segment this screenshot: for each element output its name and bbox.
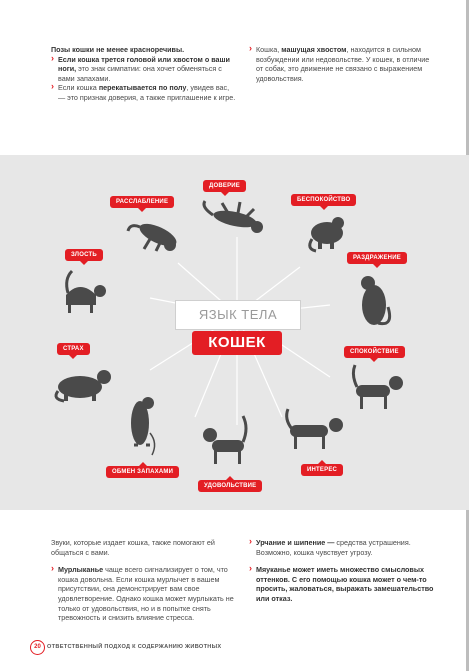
label-interest: ИНТЕРЕС xyxy=(301,464,343,476)
intro-text: Позы кошки не менее красноречивы. xyxy=(51,45,185,54)
label-scent-exchange: ОБМЕН ЗАПАХАМИ xyxy=(106,466,179,478)
label-fear: СТРАХ xyxy=(57,343,90,355)
bullet-growling: › Урчание и шипение — средства устрашения. Возможно, кошка чувствует угрозу. xyxy=(249,538,435,557)
text-column-bottom-right xyxy=(249,538,435,604)
diagram-title-highlight: КОШЕК xyxy=(192,331,282,355)
cat-fear-icon xyxy=(56,370,111,401)
page-number: 20 xyxy=(30,640,45,655)
cat-scent-icon xyxy=(131,397,155,455)
bullet-tail-wagging: › Кошка, машущая хвостом, находится в сильном возбуждении или недовольстве. У кошек, в отличие от собак, это движение не связано с выражением удовольствия. xyxy=(249,45,435,83)
label-anxiety: БЕСПОКОЙСТВО xyxy=(291,194,356,206)
label-trust: ДОВЕРИЕ xyxy=(203,180,246,192)
cat-calm-icon xyxy=(353,365,403,409)
footer-title: ОТВЕТСТВЕННЫЙ ПОДХОД К СОДЕРЖАНИЮ ЖИВОТНЫХ xyxy=(47,644,222,650)
label-calm: СПОКОЙСТВИЕ xyxy=(344,346,405,358)
bullet-rolling: › Если кошка перекатывается по полу, увидев вас, — это признак доверия, а также приглашение к игре. xyxy=(51,83,236,102)
cat-pleasure-icon xyxy=(203,416,246,464)
text-column-bottom-left xyxy=(51,538,236,623)
text-column-top-left xyxy=(51,45,236,103)
label-irritation: РАЗДРАЖЕНИЕ xyxy=(347,252,407,264)
diagram-title: ЯЗЫК ТЕЛА xyxy=(175,300,301,330)
cat-relax-icon xyxy=(128,219,180,251)
bullet-meowing: › Мяуканье может иметь множество смысловых оттенков. С его помощью кошка может о чем-то просить, жаловаться, выражать замешательство или отказ. xyxy=(249,565,435,603)
text-column-top-right xyxy=(249,45,435,83)
label-anger: ЗЛОСТЬ xyxy=(65,249,103,261)
cat-trust-icon xyxy=(204,201,263,233)
cat-irritation-icon xyxy=(361,276,390,325)
sounds-intro: Звуки, которые издает кошка, также помогают ей общаться с вами. xyxy=(51,538,215,557)
label-relax: РАССЛАБЛЕНИЕ xyxy=(110,196,174,208)
cat-interest-icon xyxy=(287,409,343,449)
cat-anger-icon xyxy=(66,271,106,313)
cat-anxiety-icon xyxy=(310,217,344,251)
bullet-rubbing: › Если кошка трется головой или хвостом о ваши ноги, это знак симпатии: она хочет обменяться с вами запахами. xyxy=(51,55,236,84)
bullet-purring: › Мурлыканье чаще всего сигнализирует о том, что кошка довольна. Если кошка мурлычет в вашем присутствии, она демонстрирует вам свое удовлетворение. Однако кошка может мурлыкать не только от удовольствия, но и в попытке снять тревожность и снизить влияние стресса. xyxy=(51,565,236,623)
label-pleasure: УДОВОЛЬСТВИЕ xyxy=(198,480,262,492)
